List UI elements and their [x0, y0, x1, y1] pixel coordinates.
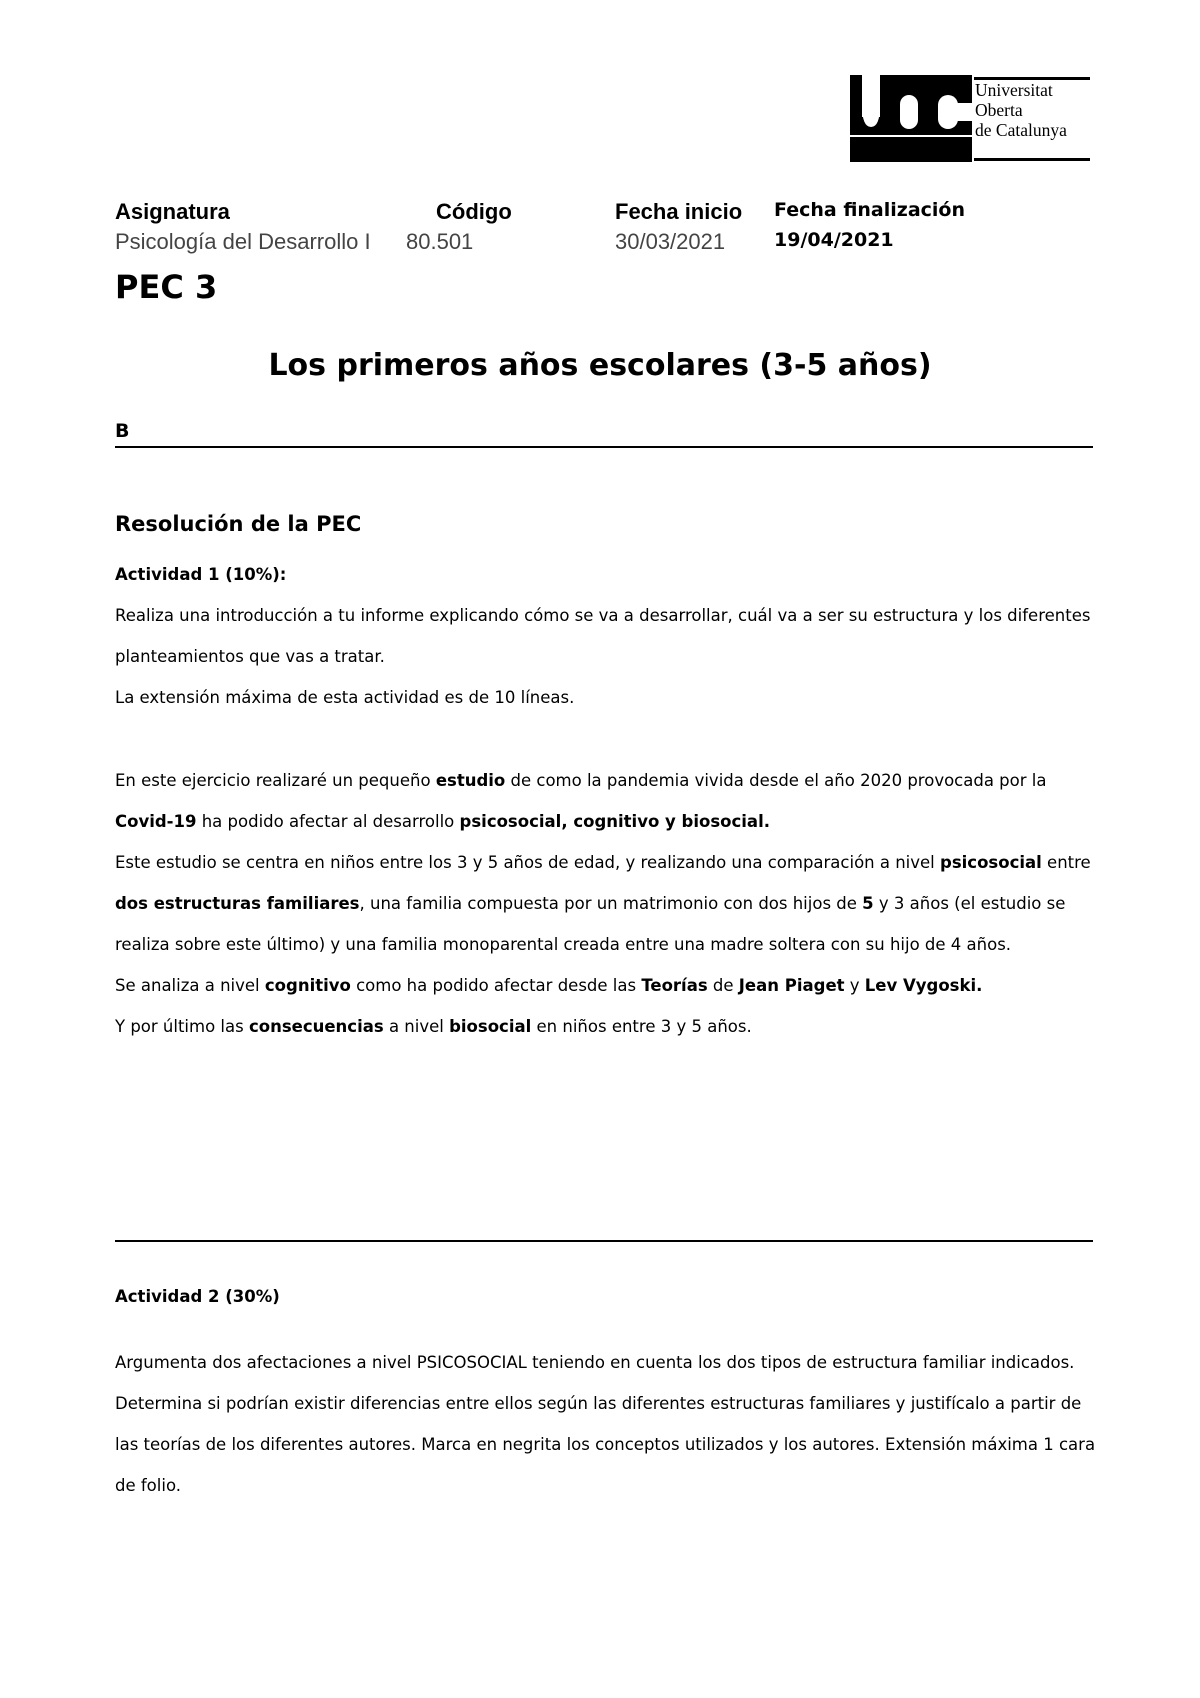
answer-text: Este estudio se centra en niños entre los — [115, 853, 457, 872]
fecha-inicio-label: Fecha inicio — [615, 199, 743, 224]
answer-bold: biosocial — [449, 1017, 532, 1036]
answer-bold: dos estructuras familiares — [115, 894, 360, 913]
asignatura-label: Asignatura — [115, 199, 230, 224]
uoc-logo-text — [975, 80, 1067, 140]
activity2-prompt: Argumenta dos afectaciones a nivel PSICOSOCIAL teniendo en cuenta los dos tipos de estructura familiar indicados. Determina si podrían existir diferencias entre ellos según las diferentes estructuras familiares y justifícalo a partir de las teorías de los diferentes autores. Marca en negrita los conceptos utilizados y los autores. Extensión máxima 1 cara de folio. — [115, 1353, 1096, 1495]
activity2-title: Actividad 2 (30%) — [115, 1287, 280, 1306]
answer-paragraph-4 — [115, 1006, 1100, 1047]
resolution-heading: Resolución de la PEC — [115, 512, 362, 536]
codigo-value: 80.501 — [406, 229, 474, 254]
activity1-block — [115, 554, 1105, 718]
answer-text: ha podido afectar al desarrollo — [196, 812, 460, 831]
fecha-fin-value: 19/04/2021 — [774, 229, 894, 251]
activity1-prompt-2: La extensión máxima de esta actividad es de 10 líneas. — [115, 688, 575, 707]
divider-middle — [115, 1240, 1093, 1242]
answer-bold: cognitivo — [264, 976, 351, 995]
answer-bold: Jean Piaget — [738, 976, 845, 995]
activity1-answer — [115, 760, 1100, 1047]
answer-bold: Covid-19 — [115, 812, 197, 831]
answer-bold: estudio — [435, 771, 506, 790]
answer-bold: Teorías — [641, 976, 708, 995]
answer-text: y 3 años (el estudio se realiza sobre este último) y una familia monoparental creada entre una madre soltera con su hijo de 4 años. — [115, 894, 1066, 954]
answer-text: años. — [701, 1017, 752, 1036]
logo-line-3: de Catalunya — [975, 120, 1067, 140]
asignatura-value: Psicología del Desarrollo I — [115, 229, 371, 254]
activity2-block — [115, 1276, 1105, 1317]
logo-line-1: Universitat — [975, 80, 1053, 100]
fecha-inicio-value: 30/03/2021 — [615, 229, 726, 254]
pec-label: PEC 3 — [115, 268, 218, 306]
logo-rule-top — [974, 77, 1090, 80]
answer-text: entre — [1041, 853, 1091, 872]
answer-text: 3 y 5 — [660, 1017, 702, 1036]
answer-bold: consecuencias — [248, 1017, 384, 1036]
divider-top — [115, 446, 1093, 448]
answer-text: de como la pandemia vivida desde el año 2020 provocada por la — [505, 771, 1047, 790]
answer-text: , una familia compuesta por un matrimonio con dos hijos de — [359, 894, 863, 913]
answer-text: a nivel — [383, 1017, 450, 1036]
answer-text: y — [844, 976, 865, 995]
answer-bold: psicosocial, cognitivo y biosocial. — [459, 812, 770, 831]
answer-paragraph-2 — [115, 842, 1100, 965]
logo-line-2: Oberta — [975, 100, 1023, 120]
answer-bold: Lev Vygoski. — [864, 976, 983, 995]
logo-rule-bottom — [974, 158, 1090, 161]
activity1-title: Actividad 1 (10%): — [115, 565, 287, 584]
fecha-fin-label: Fecha finalización — [774, 199, 966, 221]
activity1-prompt-1: Realiza una introducción a tu informe explicando cómo se va a desarrollar, cuál va a ser su estructura y los diferentes planteamientos que vas a tratar. — [115, 606, 1091, 666]
answer-text: de — [707, 976, 739, 995]
answer-bold: 5 — [862, 894, 874, 913]
answer-text: años de edad, y realizando una comparación a nivel — [498, 853, 941, 872]
answer-text: como ha podido afectar desde las — [350, 976, 642, 995]
activity2-prompt-block — [115, 1342, 1100, 1506]
document-title: Los primeros años escolares (3-5 años) — [268, 348, 932, 383]
codigo-label: Código — [436, 199, 512, 224]
answer-paragraph-1 — [115, 760, 1100, 842]
answer-text: Y por último las — [115, 1017, 249, 1036]
answer-bold: psicosocial — [940, 853, 1042, 872]
answer-text: 3 y 5 — [456, 853, 499, 872]
answer-text: Se analiza a nivel — [115, 976, 265, 995]
answer-paragraph-3 — [115, 965, 1100, 1006]
answer-text: En este ejercicio realizaré un pequeño — [115, 771, 436, 790]
answer-text: en niños entre — [531, 1017, 661, 1036]
section-letter: B — [115, 420, 130, 442]
